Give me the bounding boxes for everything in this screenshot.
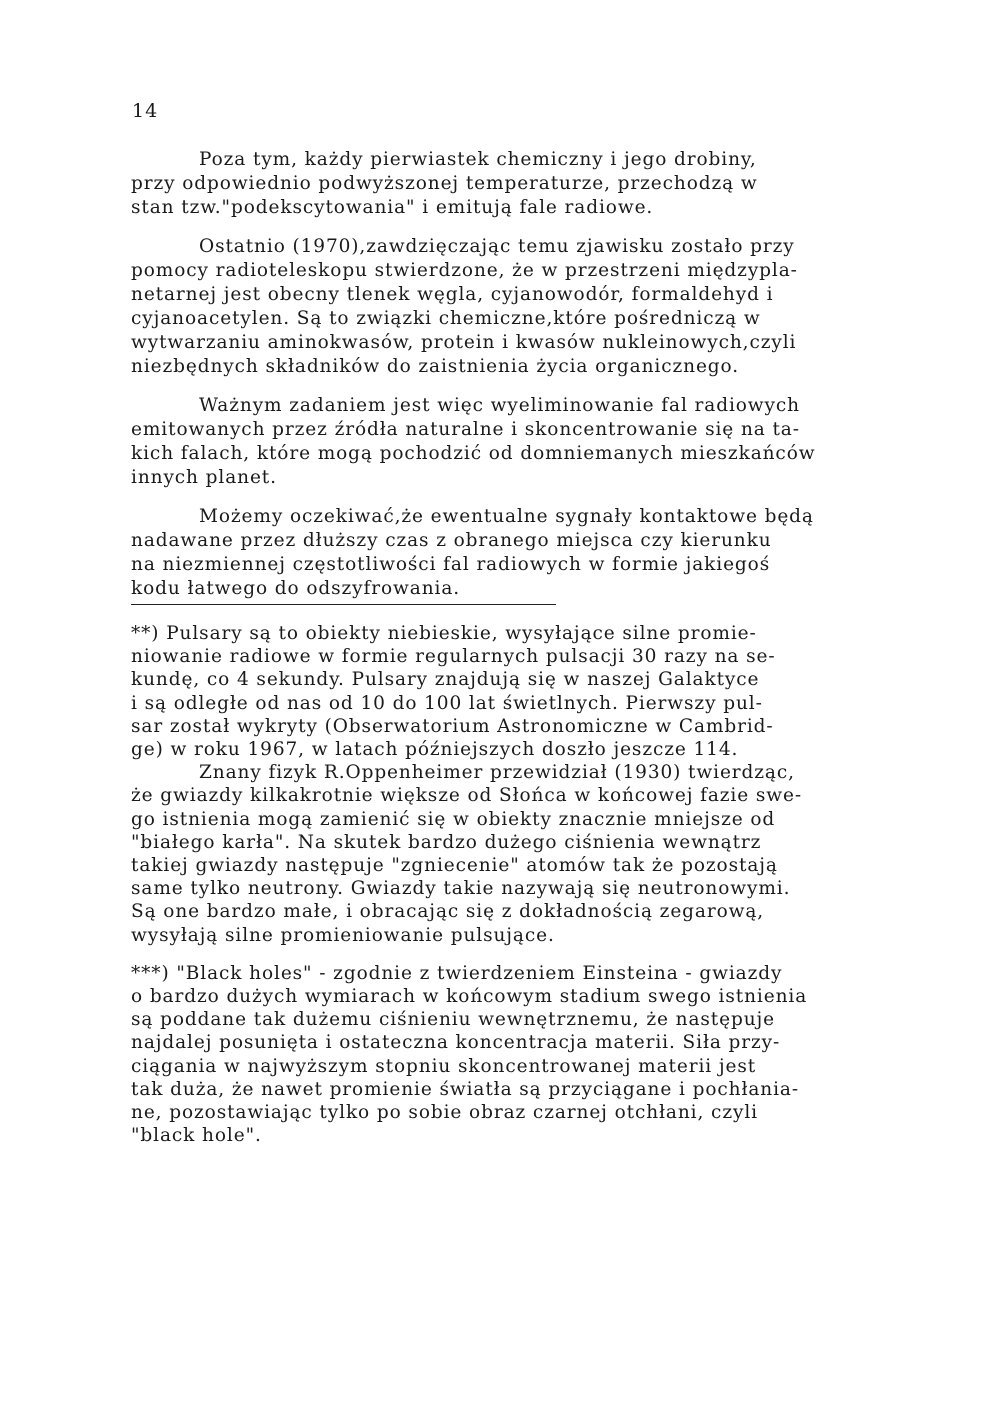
paragraph-1	[131, 148, 873, 220]
main-text	[131, 148, 873, 616]
footnote-black-holes	[131, 962, 873, 1148]
footnote-line: go istnienia mogą zamienić się w obiekty znacznie mniejsze od	[131, 808, 776, 830]
footnote-line: tak duża, że nawet promienie światła są przyciągane i pochłania-	[131, 1078, 799, 1100]
footnote-oppenheimer	[131, 761, 873, 947]
footnote-line: są poddane tak dużemu ciśnieniu wewnętrznemu, że następuje	[131, 1009, 775, 1031]
paragraph-2	[131, 235, 873, 379]
text-line: emitowanych przez źródła naturalne i skoncentrowanie się na ta-	[131, 419, 800, 440]
footnote-line: "black hole".	[131, 1125, 262, 1147]
text-line: netarnej jest obecny tlenek węgla, cyjanowodór, formaldehyd i	[131, 284, 774, 305]
text-line: Poza tym, każdy pierwiastek chemiczny i jego drobiny,	[199, 149, 757, 170]
footnote-separator	[131, 604, 556, 605]
paragraph-3	[131, 394, 873, 490]
footnote-line: o bardzo dużych wymiarach w końcowym stadium swego istnienia	[131, 986, 808, 1008]
text-line: nadawane przez dłuższy czas z obranego miejsca czy kierunku	[131, 530, 772, 551]
text-line: Ostatnio (1970),zawdzięczając temu zjawisku zostało przy	[199, 236, 795, 257]
text-line: niezbędnych składników do zaistnienia życia organicznego.	[131, 356, 740, 377]
footnote-line: wysyłają silne promieniowanie pulsujące.	[131, 924, 555, 946]
text-line: Ważnym zadaniem jest więc wyeliminowanie fal radiowych	[199, 395, 800, 416]
footnote-line: ne, pozostawiając tylko po sobie obraz czarnej otchłani, czyli	[131, 1102, 758, 1124]
footnote-line: same tylko neutrony. Gwiazdy takie nazywają się neutronowymi.	[131, 878, 791, 900]
footnote-line: **) Pulsary są to obiekty niebieskie, wysyłające silne promie-	[131, 623, 757, 644]
footnote-line: "białego karła". Na skutek bardzo dużego ciśnienia wewnątrz	[131, 831, 762, 853]
footnote-line: ge) w roku 1967, w latach późniejszych doszło jeszcze 114.	[131, 739, 739, 761]
footnotes	[131, 622, 873, 1147]
footnote-line: Są one bardzo małe, i obracając się z dokładnością zegarową,	[131, 901, 765, 923]
footnote-line: niowanie radiowe w formie regularnych pulsacji 30 razy na se-	[131, 646, 776, 668]
text-line: kich falach, które mogą pochodzić od domniemanych mieszkańców	[131, 443, 816, 464]
paragraph-4	[131, 505, 873, 601]
text-line: kodu łatwego do odszyfrowania.	[131, 578, 461, 599]
text-line: innych planet.	[131, 467, 277, 488]
text-line: stan tzw."podekscytowania" i emitują fale radiowe.	[131, 197, 654, 218]
footnote-line: kundę, co 4 sekundy. Pulsary znajdują się w naszej Galaktyce	[131, 669, 760, 691]
footnote-gap	[131, 947, 873, 962]
footnote-line: Znany fizyk R.Oppenheimer przewidział (1930) twierdząc,	[199, 762, 795, 784]
text-line: wytwarzaniu aminokwasów, protein i kwasów nukleinowych,czyli	[131, 332, 797, 353]
text-line: Możemy oczekiwać,że ewentualne sygnały kontaktowe będą	[199, 506, 814, 527]
footnote-line: że gwiazdy kilkakrotnie większe od Słońca w końcowej fazie swe-	[131, 785, 803, 807]
text-line: pomocy radioteleskopu stwierdzone, że w przestrzeni międzypla-	[131, 260, 798, 281]
footnote-line: ***) "Black holes" - zgodnie z twierdzeniem Einsteina - gwiazdy	[131, 962, 783, 984]
footnote-pulsary	[131, 622, 873, 761]
text-line: cyjanoacetylen. Są to związki chemiczne,które pośredniczą w	[131, 308, 761, 329]
footnote-line: sar został wykryty (Obserwatorium Astronomiczne w Cambrid-	[131, 715, 774, 737]
footnote-line: najdalej posunięta i ostateczna koncentracja materii. Siła przy-	[131, 1032, 781, 1054]
footnote-line: takiej gwiazdy następuje "zgniecenie" atomów tak że pozostają	[131, 855, 778, 877]
footnote-line: i są odległe od nas od 10 do 100 lat świetlnych. Pierwszy pul-	[131, 692, 763, 714]
text-line: na niezmiennej częstotliwości fal radiowych w formie jakiegoś	[131, 554, 771, 575]
text-line: przy odpowiednio podwyższonej temperaturze, przechodzą w	[131, 173, 758, 194]
footnote-line: ciągania w najwyższym stopniu skoncentrowanej materii jest	[131, 1055, 757, 1077]
page-number: 14	[132, 100, 159, 122]
